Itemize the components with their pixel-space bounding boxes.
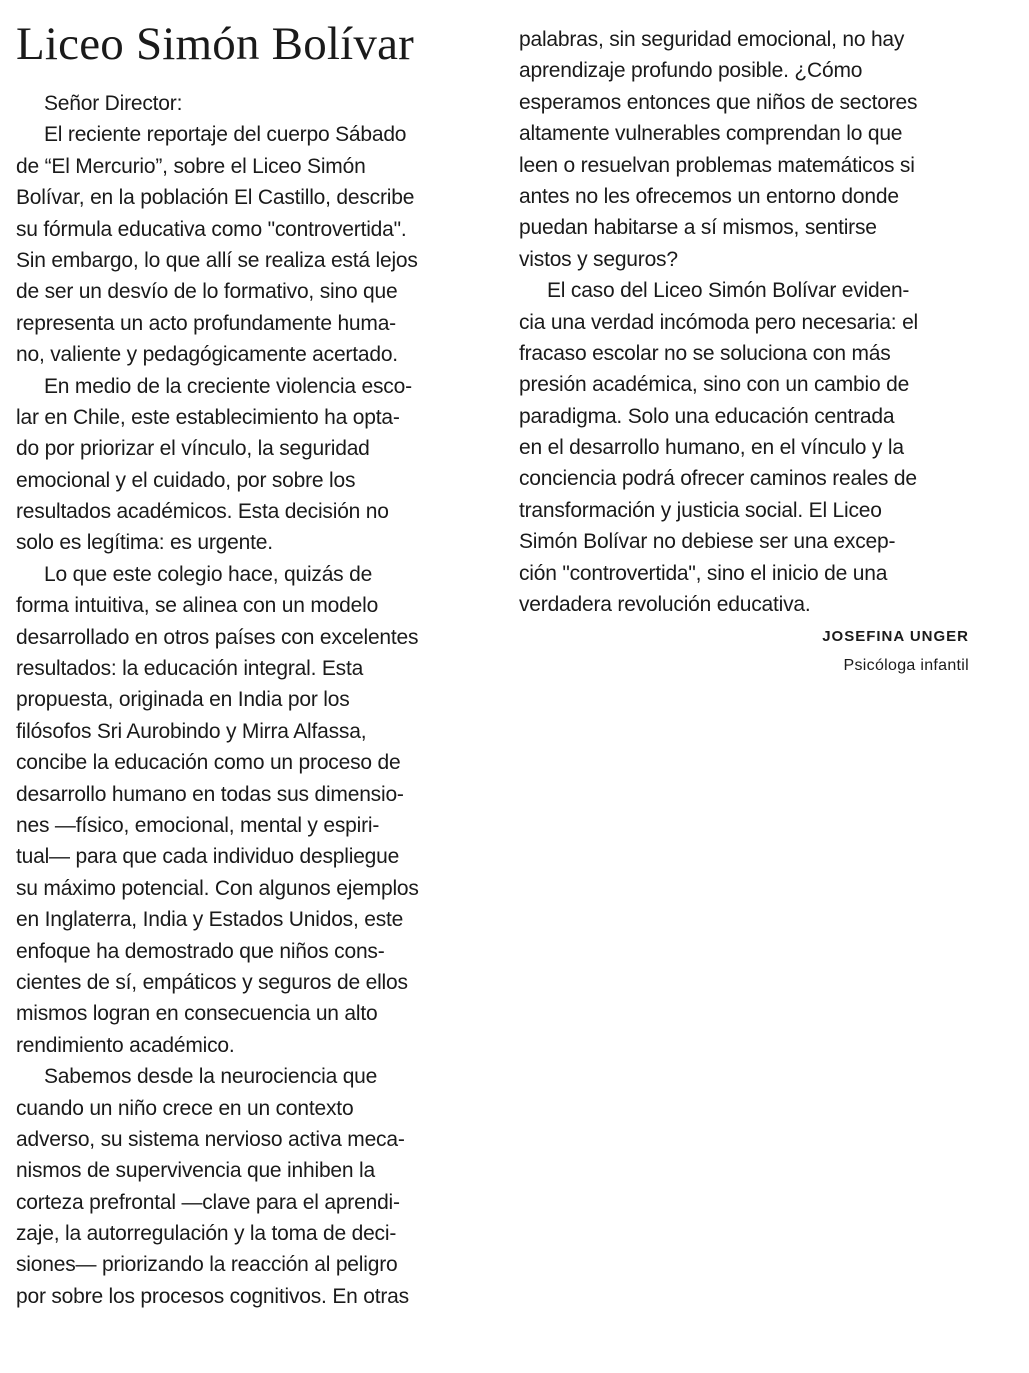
text-line: resultados académicos. Esta decisión no — [16, 500, 389, 524]
text-line: leen o resuelvan problemas matemáticos si — [519, 153, 915, 177]
text-line: nismos de supervivencia que inhiben la — [16, 1159, 375, 1183]
text-line: por sobre los procesos cognitivos. En otras — [16, 1284, 409, 1308]
text-line: adverso, su sistema nervioso activa meca- — [16, 1127, 405, 1151]
text-line: lar en Chile, este establecimiento ha opta- — [16, 405, 400, 429]
text-line: presión académica, sino con un cambio de — [519, 373, 910, 397]
text-line: su máximo potencial. Con algunos ejemplos — [16, 876, 419, 900]
text-line: en Inglaterra, India y Estados Unidos, este — [16, 908, 404, 932]
text-line: su fórmula educativa como "controvertida". — [16, 217, 407, 241]
text-line: fracaso escolar no se soluciona con más — [519, 341, 891, 365]
text-line: enfoque ha demostrado que niños cons- — [16, 939, 385, 963]
text-line: Lo que este colegio hace, quizás de — [44, 562, 373, 586]
text-line: cuando un niño crece en un contexto — [16, 1096, 354, 1120]
text-line: propuesta, originada en India por los — [16, 688, 350, 712]
text-line: filósofos Sri Aurobindo y Mirra Alfassa, — [16, 719, 367, 743]
text-line: concibe la educación como un proceso de — [16, 751, 401, 775]
signature-block — [519, 620, 971, 680]
author-name: JOSEFINA UNGER — [822, 628, 969, 645]
text-line: rendimiento académico. — [16, 1033, 235, 1057]
text-line: El reciente reportaje del cuerpo Sábado — [44, 123, 407, 147]
author-role: Psicóloga infantil — [843, 657, 969, 674]
text-line: Bolívar, en la población El Castillo, describe — [16, 186, 415, 210]
text-line: puedan habitarse a sí mismos, sentirse — [519, 216, 877, 240]
text-line: forma intuitiva, se alinea con un modelo — [16, 594, 379, 618]
text-line: verdadera revolución educativa. — [519, 593, 811, 617]
text-line: palabras, sin seguridad emocional, no hay — [519, 28, 905, 51]
text-line: corteza prefrontal —clave para el aprendi- — [16, 1190, 400, 1214]
text-line: El caso del Liceo Simón Bolívar eviden- — [547, 279, 910, 303]
text-line: Sabemos desde la neurociencia que — [44, 1065, 378, 1089]
text-line: zaje, la autorregulación y la toma de deci- — [16, 1222, 397, 1246]
text-line: Sin embargo, lo que allí se realiza está lejos — [16, 248, 418, 272]
text-line: aprendizaje profundo posible. ¿Cómo — [519, 59, 863, 83]
text-line: cientes de sí, empáticos y seguros de ellos — [16, 970, 408, 994]
text-line: no, valiente y pedagógicamente acertado. — [16, 343, 398, 367]
text-line: resultados: la educación integral. Esta — [16, 657, 364, 681]
text-line: siones— priorizando la reacción al peligro — [16, 1253, 398, 1277]
text-line: ción "controvertida", sino el inicio de una — [519, 561, 888, 585]
text-line: nes —físico, emocional, mental y espiri- — [16, 813, 380, 837]
text-line: mismos logran en consecuencia un alto — [16, 1002, 378, 1026]
text-line: Señor Director: — [44, 92, 183, 115]
article-title: Liceo Simón Bolívar — [16, 18, 415, 70]
text-line: emocional y el cuidado, por sobre los — [16, 468, 356, 492]
text-line: representa un acto profundamente huma- — [16, 311, 396, 335]
text-line: antes no les ofrecemos un entorno donde — [519, 184, 899, 208]
text-line: tual— para que cada individuo despliegue — [16, 845, 400, 869]
text-line: do por priorizar el vínculo, la seguridad — [16, 437, 370, 461]
text-line: cia una verdad incómoda pero necesaria: el — [519, 310, 919, 334]
text-line: En medio de la creciente violencia esco- — [44, 374, 412, 398]
text-line: transformación y justicia social. El Liceo — [519, 498, 882, 522]
text-line: desarrollado en otros países con excelentes — [16, 625, 419, 649]
text-line: Simón Bolívar no debiese ser una excep- — [519, 530, 896, 554]
text-line: esperamos entonces que niños de sectores — [519, 90, 918, 114]
text-line: en el desarrollo humano, en el vínculo y la — [519, 436, 904, 460]
text-line: de ser un desvío de lo formativo, sino que — [16, 280, 398, 304]
text-line: vistos y seguros? — [519, 247, 678, 271]
text-line: conciencia podrá ofrecer caminos reales de — [519, 467, 917, 491]
text-line: desarrollo humano en todas sus dimensio- — [16, 782, 404, 806]
text-line: solo es legítima: es urgente. — [16, 531, 273, 555]
right-column — [519, 24, 971, 620]
left-column — [16, 88, 468, 1312]
text-line: altamente vulnerables comprendan lo que — [519, 122, 903, 146]
text-line: de “El Mercurio”, sobre el Liceo Simón — [16, 154, 366, 178]
text-line: paradigma. Solo una educación centrada — [519, 404, 895, 428]
